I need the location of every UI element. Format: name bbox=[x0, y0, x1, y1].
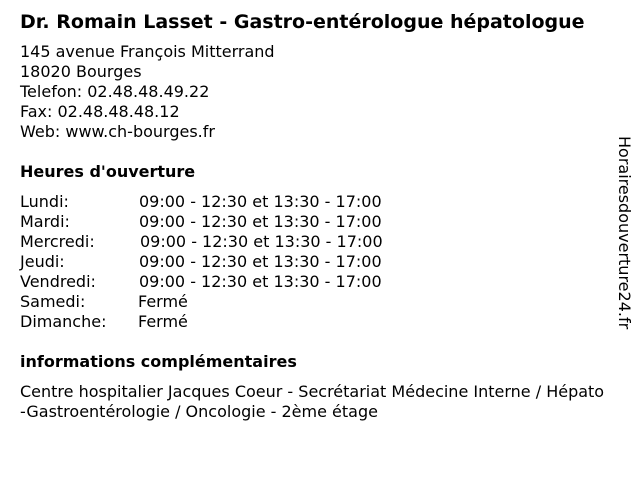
day-label: Mercredi: bbox=[20, 232, 95, 251]
day-hours: 09:00 - 12:30 et 13:30 - 17:00 bbox=[140, 232, 383, 251]
hours-row-monday bbox=[20, 192, 610, 212]
day-label: Dimanche: bbox=[20, 312, 107, 331]
day-label: Mardi: bbox=[20, 212, 70, 231]
day-hours: Fermé bbox=[138, 292, 188, 311]
hours-row-friday bbox=[20, 272, 610, 292]
phone-number: Telefon: 02.48.48.49.22 bbox=[20, 82, 210, 101]
address-city: 18020 Bourges bbox=[20, 62, 142, 81]
hours-row-tuesday bbox=[20, 212, 610, 232]
additional-info-text: Centre hospitalier Jacques Coeur - Secrétariat Médecine Interne / Hépato-Gastroentérologie / Oncologie - 2ème étage bbox=[20, 382, 605, 421]
day-hours: 09:00 - 12:30 et 13:30 - 17:00 bbox=[139, 252, 382, 271]
fax-number: Fax: 02.48.48.48.12 bbox=[20, 102, 180, 121]
opening-hours-table bbox=[20, 192, 610, 332]
website: Web: www.ch-bourges.fr bbox=[20, 122, 215, 141]
day-label: Lundi: bbox=[20, 192, 69, 211]
day-label: Samedi: bbox=[20, 292, 86, 311]
day-hours: Fermé bbox=[138, 312, 188, 331]
contact-block bbox=[20, 42, 610, 142]
hours-row-sunday bbox=[20, 312, 610, 332]
day-label: Jeudi: bbox=[20, 252, 65, 271]
watermark-text: Horairesdouverture24.fr bbox=[615, 136, 634, 330]
day-hours: 09:00 - 12:30 et 13:30 - 17:00 bbox=[139, 272, 382, 291]
site-watermark bbox=[612, 136, 638, 346]
hours-row-saturday bbox=[20, 292, 610, 312]
page-title: Dr. Romain Lasset - Gastro-entérologue hépatologue bbox=[20, 11, 585, 33]
additional-info-heading: informations complémentaires bbox=[20, 352, 297, 371]
address-street: 145 avenue François Mitterrand bbox=[20, 42, 275, 61]
hours-row-wednesday bbox=[20, 232, 610, 252]
day-hours: 09:00 - 12:30 et 13:30 - 17:00 bbox=[139, 192, 382, 211]
day-label: Vendredi: bbox=[20, 272, 96, 291]
opening-hours-heading: Heures d'ouverture bbox=[20, 162, 196, 181]
day-hours: 09:00 - 12:30 et 13:30 - 17:00 bbox=[139, 212, 382, 231]
hours-row-thursday bbox=[20, 252, 610, 272]
listing-page bbox=[20, 8, 610, 422]
